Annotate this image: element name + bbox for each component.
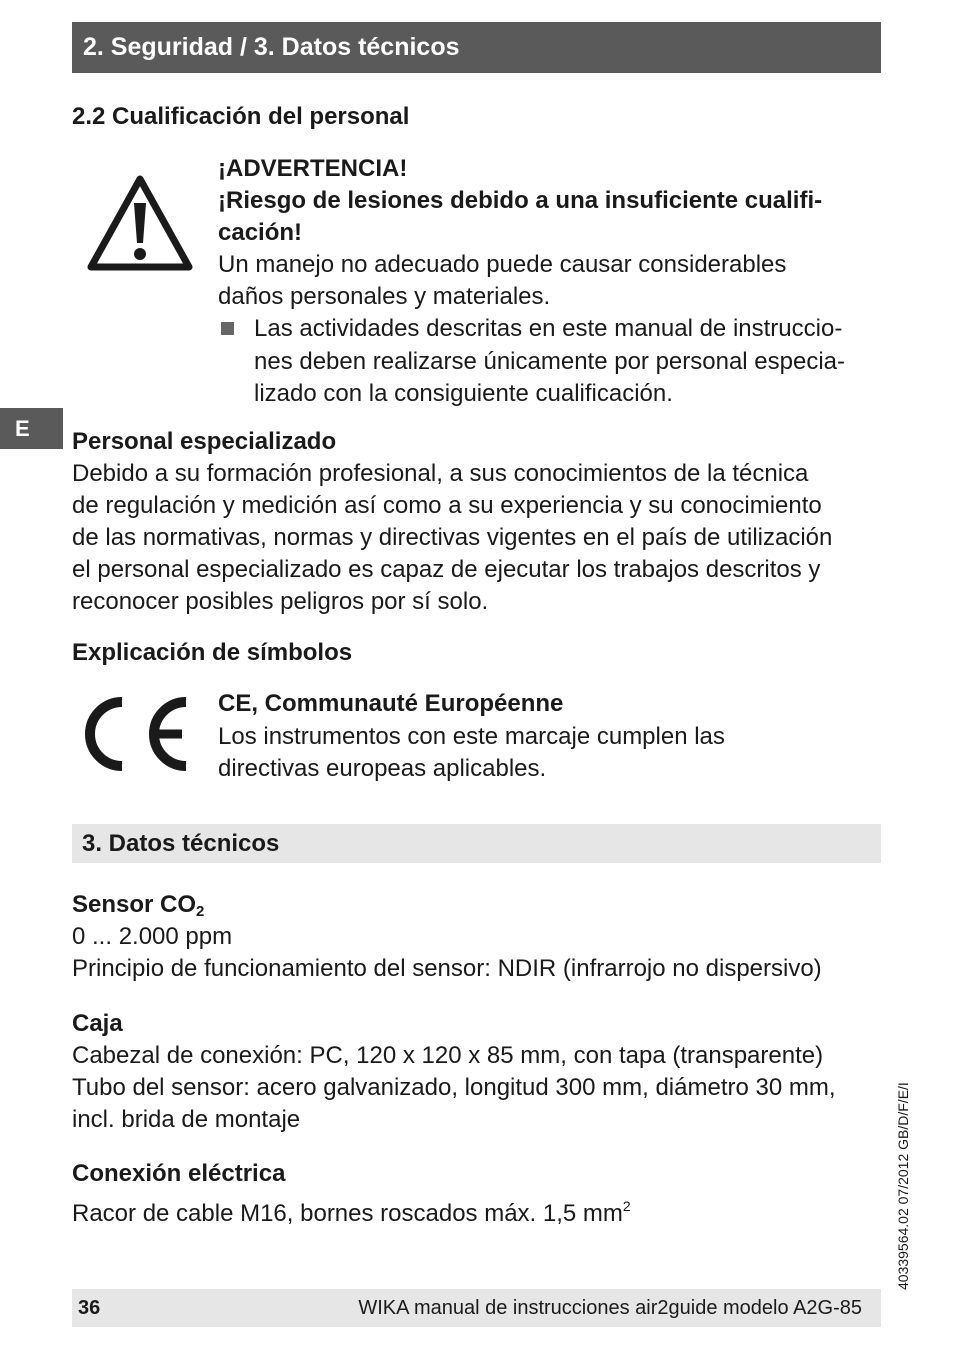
warning-text-line-1: Un manejo no adecuado puede causar considerables <box>218 251 787 278</box>
page-number: 36 <box>78 1296 101 1319</box>
ce-text-line-2: directivas europeas aplicables. <box>218 755 547 782</box>
housing-heading: Caja <box>72 1010 123 1037</box>
warning-subtitle-line-2: cación! <box>218 219 303 246</box>
bullet-text-line-1: Las actividades descritas en este manual de instruccio- <box>254 315 843 342</box>
housing-line-1: Cabezal de conexión: PC, 120 x 120 x 85 mm, con tapa (transparente) <box>72 1042 824 1069</box>
warning-subtitle-line-1: ¡Riesgo de lesiones debido a una insuficiente cualifi- <box>218 187 823 214</box>
bullet-text-line-3: lizado con la consiguiente cualificación. <box>254 380 673 407</box>
electrical-text-superscript: 2 <box>622 1198 631 1214</box>
specialist-line: de las normativas, normas y directivas vigentes en el país de utilización <box>72 524 833 551</box>
electrical-text <box>72 1190 631 1230</box>
sensor-heading-text: Sensor CO <box>72 891 197 918</box>
warning-title: ¡ADVERTENCIA! <box>218 155 408 182</box>
sensor-heading-subscript: 2 <box>196 903 205 920</box>
tech-section-bar <box>72 824 881 863</box>
page-footer <box>72 1289 881 1327</box>
specialist-line: Debido a su formación profesional, a sus conocimientos de la técnica <box>72 460 809 487</box>
specialist-line: reconocer posibles peligros por sí solo. <box>72 588 489 615</box>
electrical-text-main: Racor de cable M16, bornes roscados máx. 1,5 mm <box>72 1200 623 1227</box>
electrical-heading: Conexión eléctrica <box>72 1160 286 1187</box>
page-header-title: 2. Seguridad / 3. Datos técnicos <box>83 33 460 61</box>
housing-line-2: Tubo del sensor: acero galvanizado, longitud 300 mm, diámetro 30 mm, <box>72 1074 836 1101</box>
warning-triangle-icon <box>85 173 195 273</box>
page-header <box>72 22 881 73</box>
ce-title: CE, Communauté Européenne <box>218 690 564 717</box>
tech-section-title: 3. Datos técnicos <box>82 829 280 857</box>
warning-text-line-2: daños personales y materiales. <box>218 283 551 310</box>
specialist-line: el personal especializado es capaz de ejecutar los trabajos descritos y <box>72 556 821 583</box>
specialist-line: de regulación y medición así como a su experiencia y su conocimiento <box>72 492 822 519</box>
symbols-heading: Explicación de símbolos <box>72 639 353 666</box>
bullet-square-icon <box>221 322 234 335</box>
language-tab-label: E <box>15 415 30 441</box>
qualification-heading: 2.2 Cualificación del personal <box>72 103 410 130</box>
sensor-range: 0 ... 2.000 ppm <box>72 923 233 950</box>
footer-doc-title: WIKA manual de instrucciones air2guide modelo A2G-85 <box>358 1296 862 1319</box>
housing-line-3: incl. brida de montaje <box>72 1106 301 1133</box>
ce-mark-icon <box>82 694 190 774</box>
ce-text-line-1: Los instrumentos con este marcaje cumplen las <box>218 723 725 750</box>
bullet-text-line-2: nes deben realizarse únicamente por personal especia- <box>254 348 846 375</box>
sensor-principle: Principio de funcionamiento del sensor: NDIR (infrarrojo no dispersivo) <box>72 955 822 982</box>
language-tab <box>0 408 63 449</box>
specialist-heading: Personal especializado <box>72 428 337 455</box>
document-code: 40339564.02 07/2012 GB/D/F/E/I <box>895 1082 911 1290</box>
